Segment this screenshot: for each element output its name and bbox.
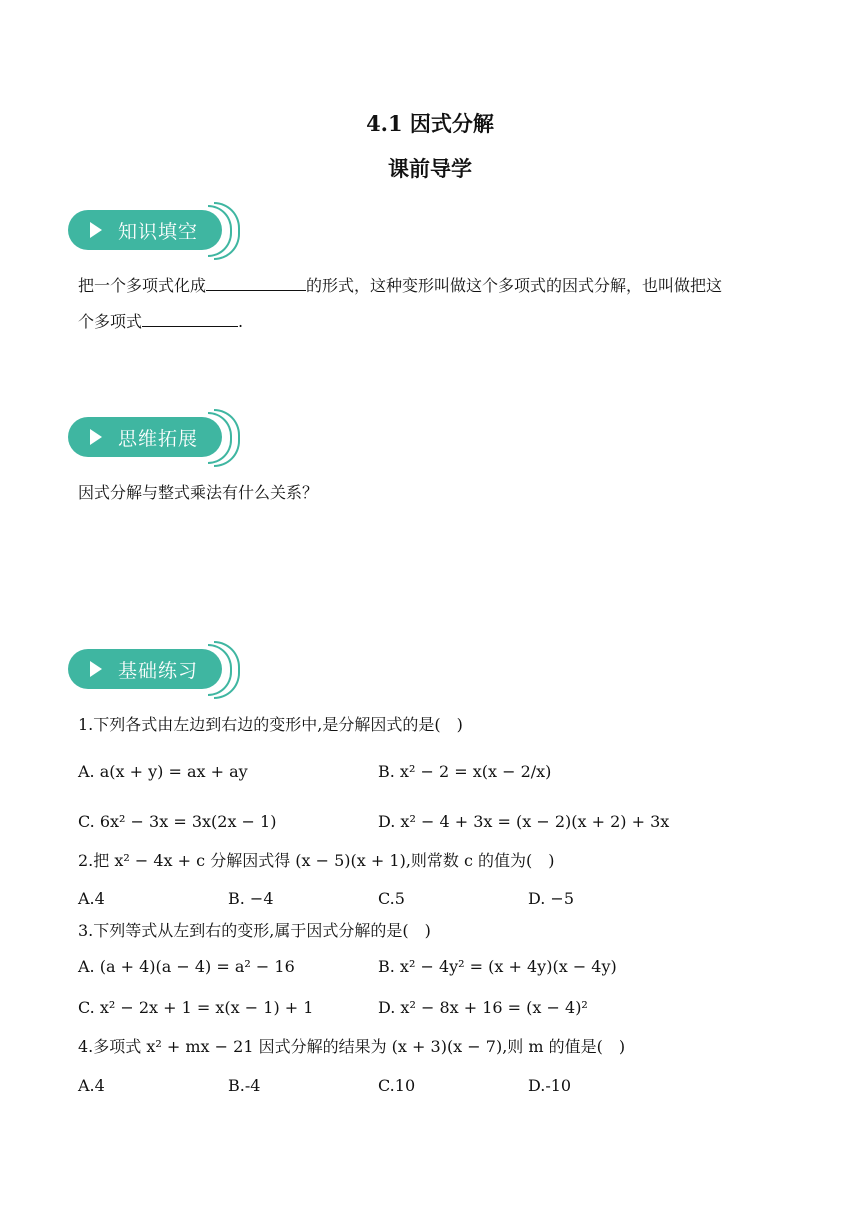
question-1-option-d[interactable]: D. x² − 4 + 3x = (x − 2)(x + 2) + 3x	[378, 812, 670, 831]
question-2-stem: 2.把 x² − 4x + c 分解因式得 (x − 5)(x + 1),则常数 c 的值为( )	[78, 851, 555, 870]
knowledge-text: 的形式，这种变形叫做这个多项式的因式分解，也叫做把这	[306, 276, 723, 295]
question-3-stem: 3.下列等式从左到右的变形,属于因式分解的是( )	[78, 921, 431, 940]
knowledge-line-1	[78, 274, 722, 297]
page-title: 4.1 因式分解	[366, 111, 494, 136]
section-banner-thinking	[68, 409, 238, 461]
page-subtitle: 课前导学	[388, 156, 472, 181]
question-4-option-b[interactable]: B.-4	[228, 1076, 261, 1095]
question-1-option-a[interactable]: A. a(x + y) = ax + ay	[78, 762, 248, 781]
question-3-option-d[interactable]: D. x² − 8x + 16 = (x − 4)²	[378, 998, 588, 1017]
play-triangle-icon	[90, 661, 102, 677]
question-1-stem: 1.下列各式由左边到右边的变形中,是分解因式的是( )	[78, 715, 463, 734]
section-label: 基础练习	[118, 660, 199, 682]
question-4-option-d[interactable]: D.-10	[528, 1076, 572, 1095]
knowledge-text: .	[238, 312, 244, 331]
section-banner-practice	[68, 641, 238, 693]
question-3-option-b[interactable]: B. x² − 4y² = (x + 4y)(x − 4y)	[378, 957, 617, 976]
question-4-stem: 4.多项式 x² + mx − 21 因式分解的结果为 (x + 3)(x − 7),则 m 的值是( )	[78, 1037, 626, 1056]
section-label: 思维拓展	[118, 428, 199, 450]
question-1-option-b[interactable]: B. x² − 2 = x(x − 2/x)	[378, 762, 552, 781]
question-2-option-d[interactable]: D. −5	[528, 889, 575, 908]
knowledge-text: 把一个多项式化成	[78, 276, 207, 295]
play-triangle-icon	[90, 222, 102, 238]
knowledge-text: 个多项式	[78, 312, 143, 331]
answer-blank-1[interactable]	[206, 274, 306, 291]
knowledge-line-2	[78, 310, 243, 333]
question-2-option-c[interactable]: C.5	[378, 889, 405, 908]
question-4-option-a[interactable]: A.4	[78, 1076, 105, 1095]
thinking-question: 因式分解与整式乘法有什么关系？	[78, 483, 319, 502]
answer-blank-2[interactable]	[142, 310, 238, 327]
question-3-option-c[interactable]: C. x² − 2x + 1 = x(x − 1) + 1	[78, 998, 314, 1017]
section-label: 知识填空	[118, 221, 199, 243]
question-3-option-a[interactable]: A. (a + 4)(a − 4) = a² − 16	[78, 957, 295, 976]
question-1-option-c[interactable]: C. 6x² − 3x = 3x(2x − 1)	[78, 812, 277, 831]
question-2-option-a[interactable]: A.4	[78, 889, 105, 908]
section-banner-knowledge	[68, 202, 238, 254]
question-4-option-c[interactable]: C.10	[378, 1076, 416, 1095]
play-triangle-icon	[90, 429, 102, 445]
question-2-option-b[interactable]: B. −4	[228, 889, 274, 908]
